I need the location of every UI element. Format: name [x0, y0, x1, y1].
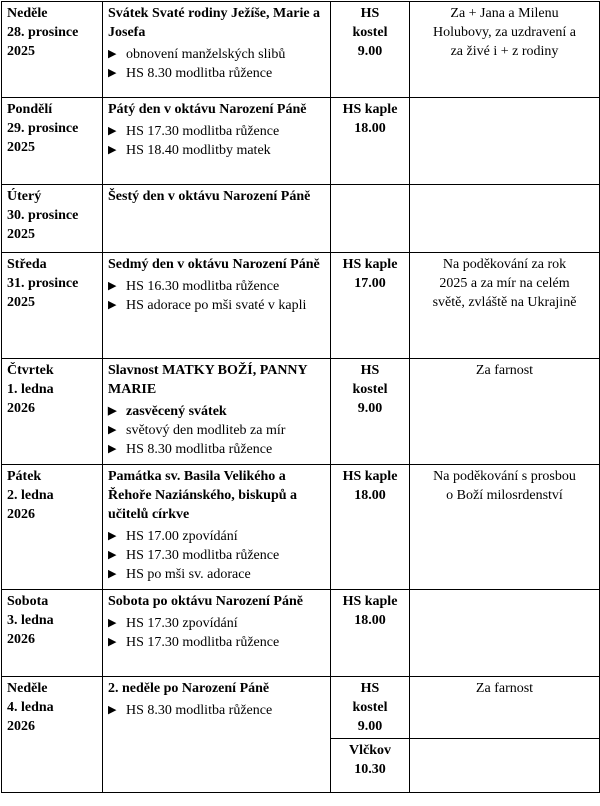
date-line: 28. prosince	[7, 25, 79, 40]
triangle-bullet-icon: ▶	[108, 636, 117, 648]
event-text: světový den modliteb za mír	[126, 423, 286, 438]
event-list	[108, 122, 325, 160]
event-list	[108, 277, 325, 315]
date-line: Středa	[7, 257, 47, 272]
event-text: HS adorace po mši svaté v kapli	[126, 298, 307, 313]
intention-cell	[410, 590, 600, 677]
triangle-bullet-icon: ▶	[108, 424, 117, 436]
date-line: 2025	[7, 44, 35, 59]
intention-line: Za + Jana a Milenu	[450, 6, 559, 21]
mass-time-cell	[331, 253, 410, 359]
date-line: Neděle	[7, 6, 48, 21]
event-item	[108, 122, 325, 141]
day-row	[2, 359, 600, 465]
date-line: Úterý	[7, 189, 42, 204]
mass-time-line: kostel	[352, 700, 388, 715]
event-text: HS 8.30 modlitba růžence	[126, 442, 273, 457]
date-line: Pátek	[7, 469, 42, 484]
event-item	[108, 565, 325, 584]
triangle-bullet-icon: ▶	[108, 280, 117, 292]
event-item	[108, 64, 325, 83]
date-line: 31. prosince	[7, 276, 79, 291]
mass-time-line: 10.30	[354, 762, 386, 777]
mass-time-line: HS	[360, 363, 380, 378]
day-cell	[2, 359, 103, 465]
day-cell	[2, 677, 103, 793]
liturgy-cell	[103, 677, 331, 793]
event-list	[108, 701, 325, 720]
day-cell	[2, 253, 103, 359]
triangle-bullet-icon: ▶	[108, 144, 117, 156]
mass-time-cell	[331, 98, 410, 185]
liturgy-title: Svátek Svaté rodiny Ježíše, Marie a Josefa	[108, 6, 321, 40]
date-line: Čtvrtek	[7, 363, 54, 378]
triangle-bullet-icon: ▶	[108, 617, 117, 629]
event-item	[108, 527, 325, 546]
day-row	[2, 590, 600, 677]
triangle-bullet-icon: ▶	[108, 549, 117, 561]
event-text: HS 16.30 modlitba růžence	[126, 279, 280, 294]
day-cell	[2, 465, 103, 590]
mass-time-cell	[331, 359, 410, 465]
triangle-bullet-icon: ▶	[108, 67, 117, 79]
triangle-bullet-icon: ▶	[108, 48, 117, 60]
event-text: HS 17.30 zpovídání	[126, 616, 238, 631]
event-item	[108, 440, 325, 459]
mass-time-cell	[331, 590, 410, 677]
mass-time-line: HS kaple	[342, 257, 398, 272]
event-list	[108, 45, 325, 83]
date-line: 2026	[7, 632, 35, 647]
mass-time-line: kostel	[352, 382, 388, 397]
triangle-bullet-icon: ▶	[108, 568, 117, 580]
date-line: 2025	[7, 140, 35, 155]
day-row	[2, 677, 600, 739]
intention-line: Za farnost	[475, 363, 534, 378]
event-item	[108, 402, 325, 421]
day-cell	[2, 98, 103, 185]
liturgy-cell	[103, 359, 331, 465]
liturgy-title: Památka sv. Basila Velikého a Řehoře Naziánského, biskupů a učitelů církve	[108, 469, 298, 522]
date-line: 2025	[7, 295, 35, 310]
date-line: 29. prosince	[7, 121, 79, 136]
schedule-body	[2, 2, 600, 793]
mass-time-line: 18.00	[354, 613, 386, 628]
date-line: 3. ledna	[7, 613, 54, 628]
liturgy-cell	[103, 590, 331, 677]
intention-cell	[410, 98, 600, 185]
date-line: 2026	[7, 401, 35, 416]
day-cell	[2, 185, 103, 253]
mass-time-line: kostel	[352, 25, 388, 40]
intention-line: za živé i + z rodiny	[450, 44, 559, 59]
event-item	[108, 45, 325, 64]
liturgy-cell	[103, 185, 331, 253]
event-item	[108, 633, 325, 652]
intention-cell	[410, 359, 600, 465]
event-text: zasvěcený svátek	[126, 404, 227, 419]
triangle-bullet-icon: ▶	[108, 125, 117, 137]
date-line: Neděle	[7, 681, 48, 696]
mass-time-line: 17.00	[354, 276, 386, 291]
event-list	[108, 527, 325, 584]
liturgy-title: Sedmý den v oktávu Narození Páně	[108, 257, 320, 272]
mass-time-cell	[331, 677, 410, 739]
date-line: Pondělí	[7, 102, 53, 117]
intention-line: o Boží milosrdenství	[446, 488, 563, 503]
event-text: HS 8.30 modlitba růžence	[126, 66, 273, 81]
day-row	[2, 465, 600, 590]
day-row	[2, 98, 600, 185]
event-text: HS po mši sv. adorace	[126, 567, 251, 582]
mass-time-cell	[331, 2, 410, 98]
mass-time-line: HS kaple	[342, 469, 398, 484]
event-text: HS 17.30 modlitba růžence	[126, 635, 280, 650]
intention-line: Za farnost	[475, 681, 534, 696]
intention-cell	[410, 677, 600, 739]
mass-time-line: 9.00	[357, 44, 383, 59]
day-row	[2, 2, 600, 98]
mass-time-cell	[331, 465, 410, 590]
triangle-bullet-icon: ▶	[108, 443, 117, 455]
event-item	[108, 277, 325, 296]
intention-line: Na poděkování za rok	[442, 257, 567, 272]
event-item	[108, 614, 325, 633]
mass-time-line: HS	[360, 681, 380, 696]
mass-time-line: HS kaple	[342, 594, 398, 609]
intention-line: Na poděkování s prosbou	[433, 469, 576, 484]
intention-line: 2025 a za mír na celém	[439, 276, 570, 291]
event-item	[108, 421, 325, 440]
intention-cell	[410, 253, 600, 359]
date-line: 2025	[7, 227, 35, 242]
event-text: HS 17.30 modlitba růžence	[126, 124, 280, 139]
liturgy-cell	[103, 253, 331, 359]
mass-time-line: HS	[360, 6, 380, 21]
event-text: HS 17.00 zpovídání	[126, 529, 238, 544]
date-line: 4. ledna	[7, 700, 54, 715]
triangle-bullet-icon: ▶	[108, 704, 117, 716]
event-item	[108, 546, 325, 565]
event-text: HS 17.30 modlitba růžence	[126, 548, 280, 563]
date-line: 1. ledna	[7, 382, 54, 397]
mass-time-line: 9.00	[357, 719, 383, 734]
mass-time-line: Vlčkov	[349, 743, 391, 758]
liturgy-cell	[103, 2, 331, 98]
date-line: 2. ledna	[7, 488, 54, 503]
triangle-bullet-icon: ▶	[108, 405, 117, 417]
liturgy-title: Pátý den v oktávu Narození Páně	[108, 102, 307, 117]
triangle-bullet-icon: ▶	[108, 530, 117, 542]
liturgy-cell	[103, 465, 331, 590]
date-line: 2026	[7, 719, 35, 734]
mass-time-line: 9.00	[357, 401, 383, 416]
event-text: HS 8.30 modlitba růžence	[126, 703, 273, 718]
liturgy-title: Sobota po oktávu Narození Páně	[108, 594, 303, 609]
liturgy-title: Slavnost MATKY BOŽÍ, PANNY MARIE	[108, 363, 308, 397]
mass-time-cell	[331, 739, 410, 793]
event-list	[108, 614, 325, 652]
day-row	[2, 253, 600, 359]
intention-line: světě, zvláště na Ukrajině	[432, 295, 577, 310]
date-line: 2026	[7, 507, 35, 522]
mass-time-line: 18.00	[354, 121, 386, 136]
liturgy-title: Šestý den v oktávu Narození Páně	[108, 189, 311, 204]
day-row	[2, 185, 600, 253]
day-cell	[2, 2, 103, 98]
mass-schedule-table	[1, 1, 600, 793]
liturgy-cell	[103, 98, 331, 185]
event-item	[108, 141, 325, 160]
intention-cell	[410, 465, 600, 590]
day-cell	[2, 590, 103, 677]
date-line: 30. prosince	[7, 208, 79, 223]
event-item	[108, 296, 325, 315]
liturgy-title: 2. neděle po Narození Páně	[108, 681, 270, 696]
event-text: HS 18.40 modlitby matek	[126, 143, 271, 158]
event-list	[108, 402, 325, 459]
event-item	[108, 701, 325, 720]
triangle-bullet-icon: ▶	[108, 299, 117, 311]
intention-cell	[410, 2, 600, 98]
date-line: Sobota	[7, 594, 49, 609]
mass-time-line: HS kaple	[342, 102, 398, 117]
intention-cell	[410, 739, 600, 793]
mass-time-cell	[331, 185, 410, 253]
event-text: obnovení manželských slibů	[126, 47, 286, 62]
intention-line: Holubovy, za uzdravení a	[433, 25, 576, 40]
intention-cell	[410, 185, 600, 253]
mass-time-line: 18.00	[354, 488, 386, 503]
